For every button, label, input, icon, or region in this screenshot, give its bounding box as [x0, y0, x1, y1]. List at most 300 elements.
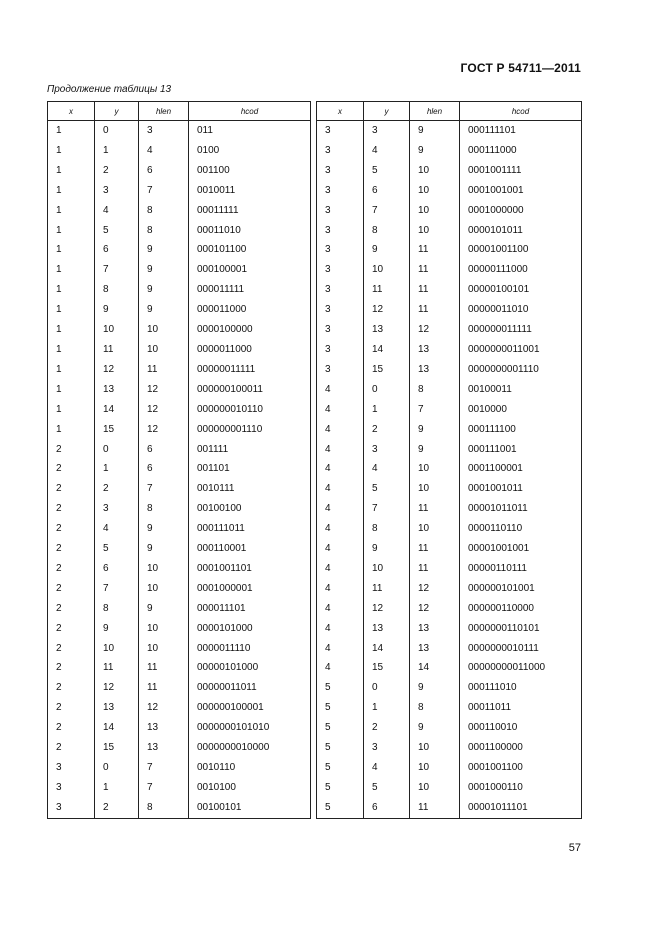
column-header-x: x — [317, 102, 364, 121]
table-row — [317, 758, 582, 778]
cell-hcod: 0000000101010 — [189, 718, 311, 738]
cell-y: 14 — [364, 639, 410, 659]
cell-hcod: 0000000011001 — [460, 340, 582, 360]
cell-y: 0 — [95, 121, 139, 141]
cell-hcod: 0001100000 — [460, 738, 582, 758]
cell-hcod: 00000111000 — [460, 260, 582, 280]
code-table-right — [316, 101, 582, 819]
cell-hcod: 00000011010 — [460, 300, 582, 320]
cell-hlen: 4 — [139, 141, 189, 161]
cell-x: 2 — [48, 459, 95, 479]
cell-y: 4 — [364, 141, 410, 161]
cell-y: 6 — [95, 240, 139, 260]
cell-hcod: 0010000 — [460, 400, 582, 420]
cell-x: 2 — [48, 539, 95, 559]
cell-y: 5 — [364, 778, 410, 798]
cell-y: 13 — [95, 380, 139, 400]
cell-hlen: 7 — [139, 479, 189, 499]
cell-hcod: 00100011 — [460, 380, 582, 400]
standard-designation: ГОСТ Р 54711—2011 — [460, 61, 581, 75]
cell-hlen: 12 — [410, 579, 460, 599]
table-row — [317, 400, 582, 420]
cell-y: 14 — [364, 340, 410, 360]
cell-y: 12 — [364, 300, 410, 320]
cell-hlen: 7 — [139, 181, 189, 201]
cell-hlen: 10 — [410, 201, 460, 221]
cell-y: 10 — [95, 320, 139, 340]
cell-y: 1 — [95, 459, 139, 479]
cell-hcod: 0001001111 — [460, 161, 582, 181]
cell-y: 6 — [364, 181, 410, 201]
cell-y: 11 — [364, 280, 410, 300]
cell-x: 4 — [317, 420, 364, 440]
table-row — [48, 161, 311, 181]
cell-y: 15 — [95, 738, 139, 758]
cell-y: 1 — [95, 778, 139, 798]
cell-hcod: 001100 — [189, 161, 311, 181]
cell-hcod: 000011101 — [189, 599, 311, 619]
cell-y: 15 — [364, 360, 410, 380]
cell-hcod: 000111000 — [460, 141, 582, 161]
cell-hlen: 8 — [139, 798, 189, 818]
table-row — [48, 459, 311, 479]
cell-x: 1 — [48, 240, 95, 260]
cell-x: 3 — [317, 121, 364, 141]
table-row — [317, 778, 582, 798]
cell-hlen: 10 — [410, 778, 460, 798]
cell-y: 8 — [95, 599, 139, 619]
column-header-hcod: hcod — [460, 102, 582, 121]
cell-x: 4 — [317, 440, 364, 460]
cell-x: 2 — [48, 599, 95, 619]
cell-y: 2 — [95, 479, 139, 499]
cell-hcod: 000111100 — [460, 420, 582, 440]
cell-x: 1 — [48, 280, 95, 300]
cell-y: 9 — [95, 619, 139, 639]
cell-x: 5 — [317, 678, 364, 698]
table-row — [317, 161, 582, 181]
table-row — [317, 658, 582, 678]
cell-hlen: 11 — [410, 240, 460, 260]
table-row — [317, 639, 582, 659]
cell-hlen: 9 — [139, 539, 189, 559]
cell-hcod: 0000000110101 — [460, 619, 582, 639]
cell-hlen: 12 — [139, 400, 189, 420]
cell-x: 1 — [48, 320, 95, 340]
cell-hlen: 7 — [139, 758, 189, 778]
table-row — [48, 360, 311, 380]
cell-y: 6 — [364, 798, 410, 818]
cell-hcod: 00001001100 — [460, 240, 582, 260]
cell-y: 3 — [364, 121, 410, 141]
cell-hlen: 9 — [410, 718, 460, 738]
table-row — [317, 221, 582, 241]
cell-x: 4 — [317, 658, 364, 678]
table-row — [317, 798, 582, 818]
column-header-y: y — [95, 102, 139, 121]
table-row — [48, 519, 311, 539]
cell-hcod: 000100001 — [189, 260, 311, 280]
table-row — [48, 440, 311, 460]
cell-hcod: 00000011111 — [189, 360, 311, 380]
cell-y: 4 — [95, 201, 139, 221]
cell-hlen: 10 — [139, 559, 189, 579]
table-row — [48, 479, 311, 499]
cell-hlen: 3 — [139, 121, 189, 141]
cell-hcod: 0001000001 — [189, 579, 311, 599]
cell-x: 2 — [48, 579, 95, 599]
column-header-y: y — [364, 102, 410, 121]
cell-y: 0 — [364, 380, 410, 400]
table-row — [48, 260, 311, 280]
cell-hcod: 00100100 — [189, 499, 311, 519]
cell-x: 1 — [48, 201, 95, 221]
table-row — [48, 300, 311, 320]
table-row — [48, 698, 311, 718]
cell-hlen: 11 — [410, 260, 460, 280]
cell-x: 1 — [48, 400, 95, 420]
cell-hlen: 10 — [410, 181, 460, 201]
cell-x: 5 — [317, 738, 364, 758]
cell-y: 12 — [364, 599, 410, 619]
cell-x: 5 — [317, 698, 364, 718]
cell-y: 10 — [364, 260, 410, 280]
cell-y: 11 — [95, 340, 139, 360]
cell-y: 5 — [364, 161, 410, 181]
cell-hlen: 8 — [410, 698, 460, 718]
table-row — [317, 619, 582, 639]
table-row — [48, 121, 311, 141]
cell-x: 4 — [317, 400, 364, 420]
cell-hlen: 8 — [139, 201, 189, 221]
cell-y: 3 — [95, 181, 139, 201]
cell-x: 2 — [48, 639, 95, 659]
cell-y: 10 — [364, 559, 410, 579]
cell-x: 4 — [317, 619, 364, 639]
cell-hcod: 000000010110 — [189, 400, 311, 420]
code-table-left — [47, 101, 311, 819]
table-row — [317, 181, 582, 201]
cell-x: 4 — [317, 499, 364, 519]
table-row — [317, 559, 582, 579]
cell-x: 2 — [48, 479, 95, 499]
cell-y: 11 — [364, 579, 410, 599]
column-header-hlen: hlen — [410, 102, 460, 121]
cell-hcod: 0010011 — [189, 181, 311, 201]
table-row — [48, 559, 311, 579]
cell-hlen: 12 — [410, 599, 460, 619]
cell-hlen: 9 — [139, 260, 189, 280]
cell-y: 3 — [95, 499, 139, 519]
cell-x: 1 — [48, 221, 95, 241]
table-row — [317, 479, 582, 499]
cell-hcod: 00001011101 — [460, 798, 582, 818]
table-row — [48, 758, 311, 778]
cell-y: 8 — [364, 221, 410, 241]
cell-hlen: 10 — [139, 619, 189, 639]
cell-y: 14 — [95, 718, 139, 738]
table-row — [317, 420, 582, 440]
cell-y: 5 — [364, 479, 410, 499]
cell-hcod: 0000000001110 — [460, 360, 582, 380]
cell-x: 4 — [317, 519, 364, 539]
cell-y: 0 — [95, 440, 139, 460]
cell-hlen: 6 — [139, 161, 189, 181]
table-header-row — [48, 102, 311, 121]
cell-hcod: 0000011110 — [189, 639, 311, 659]
table-row — [317, 698, 582, 718]
cell-x: 2 — [48, 619, 95, 639]
table-row — [48, 738, 311, 758]
cell-x: 4 — [317, 479, 364, 499]
table-caption: Продолжение таблицы 13 — [47, 84, 172, 95]
cell-x: 4 — [317, 639, 364, 659]
cell-hcod: 0001000110 — [460, 778, 582, 798]
cell-x: 2 — [48, 678, 95, 698]
table-row — [317, 499, 582, 519]
cell-hcod: 001101 — [189, 459, 311, 479]
cell-x: 2 — [48, 559, 95, 579]
cell-hcod: 000101100 — [189, 240, 311, 260]
cell-hcod: 00001011011 — [460, 499, 582, 519]
table-row — [317, 280, 582, 300]
cell-hlen: 12 — [139, 420, 189, 440]
cell-hlen: 6 — [139, 440, 189, 460]
table-row — [48, 718, 311, 738]
cell-hcod: 0000000010111 — [460, 639, 582, 659]
cell-hcod: 0000100000 — [189, 320, 311, 340]
cell-hlen: 9 — [139, 280, 189, 300]
cell-hcod: 0100 — [189, 141, 311, 161]
table-row — [317, 121, 582, 141]
cell-hcod: 0001001001 — [460, 181, 582, 201]
cell-x: 3 — [317, 340, 364, 360]
cell-hcod: 000111101 — [460, 121, 582, 141]
cell-hlen: 13 — [139, 738, 189, 758]
table-row — [48, 599, 311, 619]
cell-x: 1 — [48, 161, 95, 181]
cell-hcod: 00000011011 — [189, 678, 311, 698]
cell-y: 6 — [95, 559, 139, 579]
cell-x: 1 — [48, 141, 95, 161]
cell-hlen: 11 — [410, 798, 460, 818]
cell-hlen: 10 — [410, 758, 460, 778]
cell-y: 13 — [364, 619, 410, 639]
table-row — [317, 718, 582, 738]
table-row — [317, 519, 582, 539]
cell-y: 0 — [364, 678, 410, 698]
cell-x: 5 — [317, 758, 364, 778]
table-row — [48, 221, 311, 241]
cell-y: 2 — [364, 420, 410, 440]
cell-hlen: 12 — [410, 320, 460, 340]
cell-y: 0 — [95, 758, 139, 778]
cell-x: 3 — [317, 181, 364, 201]
cell-hlen: 9 — [410, 141, 460, 161]
cell-hlen: 10 — [410, 459, 460, 479]
cell-x: 2 — [48, 519, 95, 539]
cell-y: 9 — [364, 539, 410, 559]
cell-hcod: 000000101001 — [460, 579, 582, 599]
cell-hcod: 000011111 — [189, 280, 311, 300]
table-row — [48, 639, 311, 659]
cell-x: 4 — [317, 539, 364, 559]
table-row — [48, 619, 311, 639]
cell-y: 5 — [95, 221, 139, 241]
cell-y: 1 — [364, 698, 410, 718]
cell-hcod: 00000000011000 — [460, 658, 582, 678]
cell-hlen: 13 — [410, 340, 460, 360]
cell-x: 2 — [48, 499, 95, 519]
cell-x: 3 — [317, 240, 364, 260]
cell-y: 7 — [364, 201, 410, 221]
cell-hlen: 9 — [139, 599, 189, 619]
cell-x: 3 — [48, 798, 95, 818]
cell-x: 3 — [317, 141, 364, 161]
cell-hlen: 10 — [139, 639, 189, 659]
cell-hlen: 11 — [410, 559, 460, 579]
cell-hlen: 8 — [139, 499, 189, 519]
cell-y: 1 — [364, 400, 410, 420]
cell-hcod: 000000001110 — [189, 420, 311, 440]
cell-hcod: 0010110 — [189, 758, 311, 778]
table-row — [48, 658, 311, 678]
table-row — [317, 141, 582, 161]
cell-hcod: 00000100101 — [460, 280, 582, 300]
cell-x: 4 — [317, 559, 364, 579]
cell-y: 12 — [95, 360, 139, 380]
cell-y: 3 — [364, 738, 410, 758]
cell-hcod: 0000101000 — [189, 619, 311, 639]
cell-hlen: 10 — [410, 161, 460, 181]
cell-hlen: 14 — [410, 658, 460, 678]
cell-x: 3 — [317, 360, 364, 380]
cell-x: 1 — [48, 340, 95, 360]
cell-y: 2 — [364, 718, 410, 738]
cell-hlen: 10 — [139, 340, 189, 360]
cell-hcod: 0001000000 — [460, 201, 582, 221]
cell-hlen: 11 — [410, 280, 460, 300]
cell-x: 1 — [48, 380, 95, 400]
table-row — [317, 360, 582, 380]
cell-hcod: 000000100011 — [189, 380, 311, 400]
cell-hlen: 7 — [139, 778, 189, 798]
cell-x: 2 — [48, 738, 95, 758]
cell-y: 2 — [95, 161, 139, 181]
cell-x: 1 — [48, 360, 95, 380]
cell-y: 5 — [95, 539, 139, 559]
cell-y: 1 — [95, 141, 139, 161]
table-row — [48, 240, 311, 260]
table-row — [317, 440, 582, 460]
cell-x: 3 — [317, 260, 364, 280]
cell-y: 8 — [95, 280, 139, 300]
cell-y: 11 — [95, 658, 139, 678]
table-row — [48, 340, 311, 360]
cell-hlen: 10 — [410, 519, 460, 539]
page-number: 57 — [568, 842, 581, 854]
table-row — [317, 300, 582, 320]
cell-y: 4 — [364, 758, 410, 778]
cell-y: 13 — [364, 320, 410, 340]
cell-x: 1 — [48, 181, 95, 201]
cell-x: 3 — [317, 201, 364, 221]
cell-x: 3 — [317, 280, 364, 300]
cell-hcod: 000110010 — [460, 718, 582, 738]
cell-hlen: 6 — [139, 459, 189, 479]
cell-hcod: 011 — [189, 121, 311, 141]
cell-hlen: 10 — [139, 579, 189, 599]
cell-y: 7 — [95, 260, 139, 280]
table-row — [317, 240, 582, 260]
cell-x: 1 — [48, 300, 95, 320]
table-row — [317, 599, 582, 619]
table-row — [317, 340, 582, 360]
cell-hcod: 0000011000 — [189, 340, 311, 360]
cell-hlen: 10 — [410, 738, 460, 758]
cell-y: 9 — [95, 300, 139, 320]
cell-hlen: 11 — [410, 499, 460, 519]
cell-hlen: 9 — [139, 240, 189, 260]
cell-hcod: 00001001001 — [460, 539, 582, 559]
cell-hlen: 11 — [410, 539, 460, 559]
cell-hcod: 0000000010000 — [189, 738, 311, 758]
table-row — [48, 579, 311, 599]
cell-hcod: 0010100 — [189, 778, 311, 798]
cell-hcod: 000111010 — [460, 678, 582, 698]
cell-y: 7 — [364, 499, 410, 519]
cell-hcod: 00000110111 — [460, 559, 582, 579]
cell-y: 4 — [364, 459, 410, 479]
table-row — [317, 260, 582, 280]
table-row — [48, 280, 311, 300]
cell-hcod: 000000011111 — [460, 320, 582, 340]
cell-x: 2 — [48, 698, 95, 718]
cell-x: 4 — [317, 579, 364, 599]
cell-hlen: 12 — [139, 380, 189, 400]
cell-hlen: 9 — [410, 678, 460, 698]
table-row — [317, 459, 582, 479]
cell-x: 3 — [48, 758, 95, 778]
cell-y: 14 — [95, 400, 139, 420]
cell-y: 2 — [95, 798, 139, 818]
cell-x: 3 — [48, 778, 95, 798]
cell-x: 5 — [317, 798, 364, 818]
table-row — [317, 320, 582, 340]
cell-x: 4 — [317, 599, 364, 619]
table-row — [317, 539, 582, 559]
table-header-row — [317, 102, 582, 121]
cell-x: 5 — [317, 778, 364, 798]
cell-x: 2 — [48, 718, 95, 738]
cell-hlen: 9 — [410, 420, 460, 440]
cell-hcod: 0001001101 — [189, 559, 311, 579]
table-row — [48, 778, 311, 798]
table-row — [317, 738, 582, 758]
table-row — [317, 380, 582, 400]
cell-hcod: 000111001 — [460, 440, 582, 460]
cell-hlen: 10 — [410, 479, 460, 499]
table-row — [317, 678, 582, 698]
table-row — [48, 499, 311, 519]
cell-x: 3 — [317, 300, 364, 320]
table-row — [48, 181, 311, 201]
cell-hcod: 0001001100 — [460, 758, 582, 778]
cell-x: 1 — [48, 260, 95, 280]
cell-hcod: 0001001011 — [460, 479, 582, 499]
cell-y: 15 — [95, 420, 139, 440]
table-row — [48, 798, 311, 818]
